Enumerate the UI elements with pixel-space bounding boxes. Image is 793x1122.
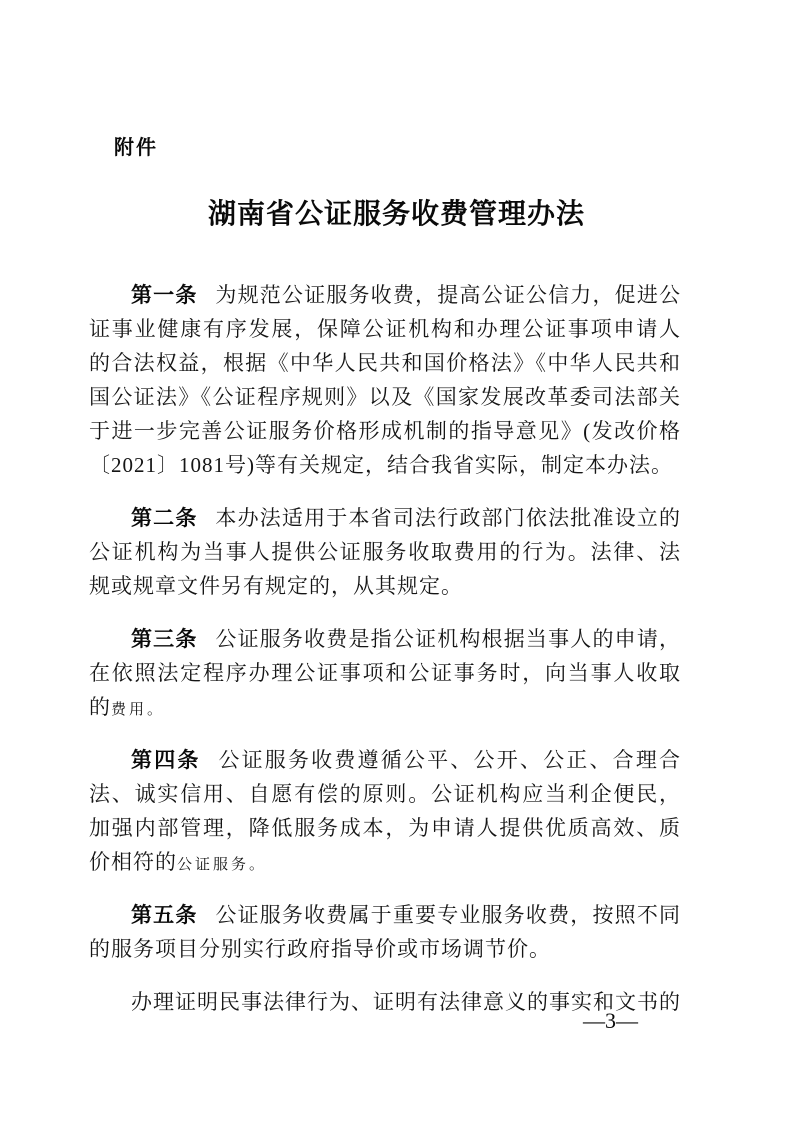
article-1-text: 为规范公证服务收费，提高公证公信力，促进公证事业健康有序发展，保障公证机构和办理公证事项申请人的合法权益，根据《中华人民共和国价格法》《中华人民共和国公证法》《公证程序规则》以及《国家发展改革委司法部关于进一步完善公证服务价格形成机制的指导意见》(发改价格〔2021〕1081号)等有关规定，结合我省实际，制定本办法。	[89, 283, 682, 477]
article-5-text: 公证服务收费属于重要专业服务收费，按照不同的服务项目分别实行政府指导价或市场调节价。	[89, 903, 682, 961]
article-5-label: 第五条	[131, 903, 198, 927]
page-title: 湖南省公证服务收费管理办法	[207, 199, 585, 230]
article-2-text: 本办法适用于本省司法行政部门依法批准设立的公证机构为当事人提供公证服务收取费用的行为。法律、法规或规章文件另有规定的，从其规定。	[89, 506, 682, 598]
document-body	[89, 278, 681, 1038]
article-4-label: 第四条	[131, 748, 201, 772]
article-1-label: 第一条	[131, 283, 198, 307]
article-3-tail: 费用。	[111, 702, 166, 718]
article-3-text: 公证服务收费是指公证机构根据当事人的申请，在依照法定程序办理公证事项和公证事务时，向当事人收取的	[89, 627, 682, 719]
paragraph-article-1	[89, 278, 681, 485]
paragraph-article-2	[89, 501, 681, 606]
page-number: —3—	[583, 1008, 638, 1033]
paragraph-article-5	[89, 898, 681, 969]
attachment-label: 附件	[114, 137, 158, 159]
continuation-text: 办理证明民事法律行为、证明有法律意义的事实和文书的	[131, 990, 681, 1014]
article-3-label: 第三条	[131, 627, 198, 651]
article-4-tail: 公证服务。	[177, 857, 268, 873]
paragraph-article-3	[89, 622, 681, 727]
paragraph-article-4	[89, 743, 681, 882]
article-2-label: 第二条	[131, 506, 198, 530]
article-4-text: 公证服务收费遵循公平、公开、公正、合理合法、诚实信用、自愿有偿的原则。公证机构应当利企便民，加强内部管理，降低服务成本，为申请人提供优质高效、质价相符的	[89, 748, 682, 874]
